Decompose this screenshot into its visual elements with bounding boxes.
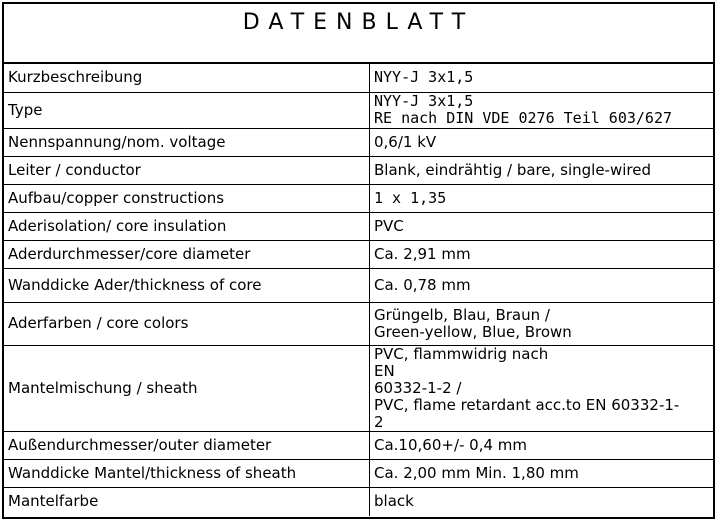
row-value: 0,6/1 kV (370, 128, 714, 156)
spec-table (4, 64, 713, 516)
row-value: Ca. 2,00 mm Min. 1,80 mm (370, 459, 714, 487)
value-line: Green-yellow, Blue, Brown (374, 322, 572, 341)
row-label: Außendurchmesser/outer diameter (4, 431, 370, 459)
page-title: DATENBLATT (242, 10, 475, 35)
table-row (4, 184, 713, 212)
row-value: Ca.10,60+/- 0,4 mm (370, 431, 714, 459)
row-label: Leiter / conductor (4, 156, 370, 184)
table-row (4, 240, 713, 268)
row-label: Kurzbeschreibung (4, 64, 370, 92)
value-line: 60332-1-2 / (374, 378, 462, 397)
value-line: PVC, flame retardant acc.to EN 60332-1- (374, 395, 680, 414)
value-line: 2 (374, 412, 384, 431)
row-value (370, 345, 714, 431)
value-line: NYY-J 3x1,5 (374, 92, 474, 110)
row-value: Blank, eindrähtig / bare, single-wired (370, 156, 714, 184)
table-row (4, 64, 713, 92)
table-row (4, 128, 713, 156)
row-value (370, 92, 714, 128)
table-row (4, 92, 713, 128)
title-box (4, 4, 713, 64)
row-value: NYY-J 3x1,5 (370, 64, 714, 92)
row-value: Ca. 2,91 mm (370, 240, 714, 268)
row-value: 1 x 1,35 (370, 184, 714, 212)
row-value: black (370, 487, 714, 516)
table-row (4, 156, 713, 184)
row-label: Mantelfarbe (4, 487, 370, 516)
row-label: Aderfarben / core colors (4, 302, 370, 345)
value-line (374, 346, 713, 380)
value-text: PVC, flammwidrig nach (374, 345, 549, 363)
table-row (4, 212, 713, 240)
row-label: Aderisolation/ core insulation (4, 212, 370, 240)
table-row (4, 431, 713, 459)
table-row (4, 459, 713, 487)
row-value: Ca. 0,78 mm (370, 268, 714, 302)
value-line: Grüngelb, Blau, Braun / (374, 305, 550, 324)
table-row (4, 268, 713, 302)
row-label: Wanddicke Ader/thickness of core (4, 268, 370, 302)
table-row (4, 487, 713, 516)
row-label: Type (4, 92, 370, 128)
row-label: Nennspannung/nom. voltage (4, 128, 370, 156)
value-line: RE nach DIN VDE 0276 Teil 603/627 (374, 109, 673, 127)
datasheet (2, 2, 715, 519)
row-label: Wanddicke Mantel/thickness of sheath (4, 459, 370, 487)
row-value: PVC (370, 212, 714, 240)
table-row (4, 302, 713, 345)
row-label: Aufbau/copper constructions (4, 184, 370, 212)
row-value (370, 302, 714, 345)
table-row (4, 345, 713, 431)
row-label: Aderdurchmesser/core diameter (4, 240, 370, 268)
row-label: Mantelmischung / sheath (4, 345, 370, 431)
value-text: EN (374, 361, 395, 380)
